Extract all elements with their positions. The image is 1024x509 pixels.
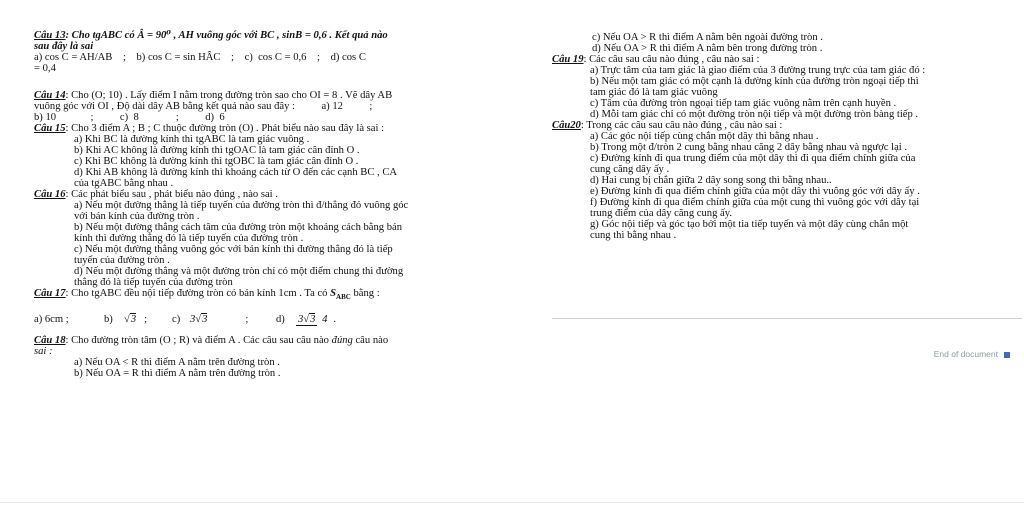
q18-option-c: c) Nếu OA > R thì điểm A nằm bên ngoài đường tròn . — [592, 32, 823, 43]
q15-option-d-wrap: của tgABC bằng nhau . — [74, 178, 174, 189]
q17-option-d-fraction: 3√3 4 — [298, 313, 328, 325]
q18-option-d: d) Nếu OA > R thì điểm A nằm bên trong đường tròn . — [592, 43, 823, 54]
q17-option-c-label: c) — [172, 313, 181, 325]
q17-dot: . — [333, 313, 337, 325]
q13-stem: : Cho tgABC có Â = 90⁰ , AH vuông góc với BC , sinB = 0,6 . Kết quả nào — [65, 30, 388, 41]
q18-option-b: b) Nếu OA = R thì điểm A nằm trên đường tròn . — [74, 368, 281, 380]
q20-title: Câu20 — [552, 120, 581, 131]
q13-title: Câu 13 — [34, 30, 66, 41]
q19-option-b-wrap: tam giác đó là tam giác vuông — [590, 87, 718, 98]
q20-stem: : Trong các câu sau câu nào đúng , câu nào sai : — [580, 120, 783, 131]
q16-option-b: b) Nếu một đường thẳng cách tâm của đường tròn một khoảng cách bằng bán — [74, 222, 403, 233]
page-bottom-rule — [0, 502, 1024, 503]
right-column — [552, 32, 1022, 241]
q17-s-label: S — [330, 288, 337, 299]
q17-stem-line — [34, 288, 514, 303]
q19-option-d: d) Mỗi tam giác chỉ có một đường tròn nội tiếp và một đường tròn bàng tiếp . — [590, 109, 919, 120]
q18-stem-emphasis: đúng — [331, 335, 353, 347]
q20-option-a: a) Các góc nội tiếp cùng chắn một dây thì bằng nhau . — [590, 131, 819, 142]
q16-option-d-wrap: thẳng đó là tiếp tuyến của đường tròn — [74, 277, 233, 288]
q13-options-wrap: = 0,4 — [34, 63, 56, 74]
q13-stem-line — [34, 30, 514, 41]
q18-stem: : Cho đường tròn tâm (O ; R) và điểm A . Các câu sau câu nào — [65, 335, 329, 347]
q20-option-g-wrap: cung thì bằng nhau . — [590, 230, 677, 241]
q20-option-d: d) Hai cung bị chắn giữa 2 dây song song thì bằng nhau.. — [590, 175, 832, 186]
q17-option-c-value: 3√3 ; — [190, 314, 249, 326]
q16-stem-line — [34, 189, 514, 200]
q17-options — [34, 303, 514, 335]
q17-option-b-label: b) — [104, 313, 113, 325]
q14-stem2: vuông góc với OI , Độ dài dây AB bằng kết quả nào sau đây : a) 12 ; — [34, 101, 373, 112]
q19-stem: : Các câu sau câu nào đúng , câu nào sai : — [583, 54, 760, 65]
end-square-icon — [1004, 352, 1010, 358]
q15-option-d: d) Khi AB không là đường kính thì khoảng cách từ O đến các cạnh BC , CA — [74, 167, 398, 178]
q13-stem2: sau đây là sai — [34, 41, 94, 52]
q13-options: a) cos C = AH/AB ; b) cos C = sin HÂC ; c) cos C = 0,6 ; d) cos C — [34, 52, 366, 63]
q18-stem-line — [34, 335, 514, 346]
q20-option-c-wrap: cung căng dây ấy . — [590, 164, 670, 175]
q16-title: Câu 16 — [34, 189, 66, 200]
q20-option-g: g) Góc nội tiếp và góc tạo bởi một tia tiếp tuyến và một dây cùng chắn một — [590, 219, 909, 230]
q14-stem: : Cho (O; 10) . Lấy điểm I nằm trong đường tròn sao cho OI = 8 . Vẽ dây AB — [65, 90, 393, 101]
q15-option-b: b) Khi AC không là đường kính thì tgOAC là tam giác cân đỉnh O . — [74, 145, 360, 156]
q20-option-f: f) Đường kính đi qua điểm chính giữa của một cung thì vuông góc với dây tại — [590, 197, 920, 208]
q16-stem: : Các phát biểu sau , phát biểu nào đúng , nào sai . — [65, 189, 278, 200]
q18-title: Câu 18 — [34, 335, 66, 347]
q16-option-d: d) Nếu một đường thẳng và một đường tròn chỉ có một điểm chung thì đường — [74, 266, 404, 277]
q15-option-a: a) Khi BC là đường kính thì tgABC là tam giác vuông . — [74, 134, 310, 145]
q20-option-f-wrap: trung điểm của dây căng cung ấy. — [590, 208, 732, 219]
q17-stem-end: bằng : — [353, 288, 380, 299]
q19-option-c: c) Tâm của đường tròn ngoại tiếp tam giác vuông nằm trên cạnh huyền . — [590, 98, 897, 109]
end-of-document-label: End of document — [933, 349, 998, 359]
q18-option-a: a) Nếu OA < R thì điểm A nằm trên đường tròn . — [74, 357, 280, 369]
q20-option-c: c) Đường kính đi qua trung điểm của một dây thì đi qua điểm chính giữa của — [590, 153, 916, 164]
q15-stem-line — [34, 123, 514, 134]
q16-option-c: c) Nếu một đường thẳng vuông góc với bán kính thì đường thẳng đó là tiếp — [74, 244, 393, 255]
q19-option-a: a) Trực tâm của tam giác là giao điểm của 3 đường trung trực của tam giác đó : — [590, 65, 926, 76]
q17-option-a: a) 6cm ; — [34, 313, 69, 325]
q14-stem-line — [34, 90, 514, 101]
q19-option-b: b) Nếu một tam giác có một cạnh là đường kính của đường tròn ngoại tiếp thì — [590, 76, 919, 87]
q20-option-b: b) Trong một đ/tròn 2 cung bằng nhau căng 2 dây bằng nhau và ngược lại . — [590, 142, 908, 153]
q17-s-sub: ABC — [336, 293, 351, 302]
q15-option-c: c) Khi BC không là đường kính thì tgOBC là tam giác cân đỉnh O . — [74, 156, 359, 167]
q14-options: b) 10 ; c) 8 ; d) 6 — [34, 112, 225, 123]
q17-option-b-value: √3 ; — [124, 314, 148, 326]
q16-option-a-wrap: với bán kính của đường tròn . — [74, 211, 200, 222]
q17-stem: : Cho tgABC đều nội tiếp đường tròn có bán kính 1cm . Ta có — [65, 288, 328, 299]
q20-stem-line — [552, 120, 1022, 131]
q15-title: Câu 15 — [34, 123, 66, 134]
left-column — [34, 30, 514, 379]
q16-option-b-wrap: kính thì đường thẳng đó là tiếp tuyến của đường tròn . — [74, 233, 304, 244]
q15-stem: : Cho 3 điểm A ; B ; C thuộc đường tròn (O) . Phát biểu nào sau đây là sai : — [65, 123, 385, 134]
q17-title: Câu 17 — [34, 288, 66, 299]
q16-option-a: a) Nếu một đường thẳng là tiếp tuyến của đường tròn thì đ/thẳng đó vuông góc — [74, 200, 409, 211]
q18-stem-end: câu nào — [355, 335, 389, 347]
q20-option-e: e) Đường kính đi qua điểm chính giữa của một dây thì vuông góc với dây ấy . — [590, 186, 920, 197]
q19-title: Câu 19 — [552, 54, 584, 65]
q17-option-d-label: d) — [276, 313, 285, 325]
q14-title: Câu 14 — [34, 90, 66, 101]
end-of-document-marker — [934, 349, 1010, 360]
q18-stem2: sai : — [34, 346, 53, 358]
q19-stem-line — [552, 54, 1022, 65]
q16-option-c-wrap: tuyến của đường tròn . — [74, 255, 170, 266]
section-divider — [552, 318, 1022, 319]
